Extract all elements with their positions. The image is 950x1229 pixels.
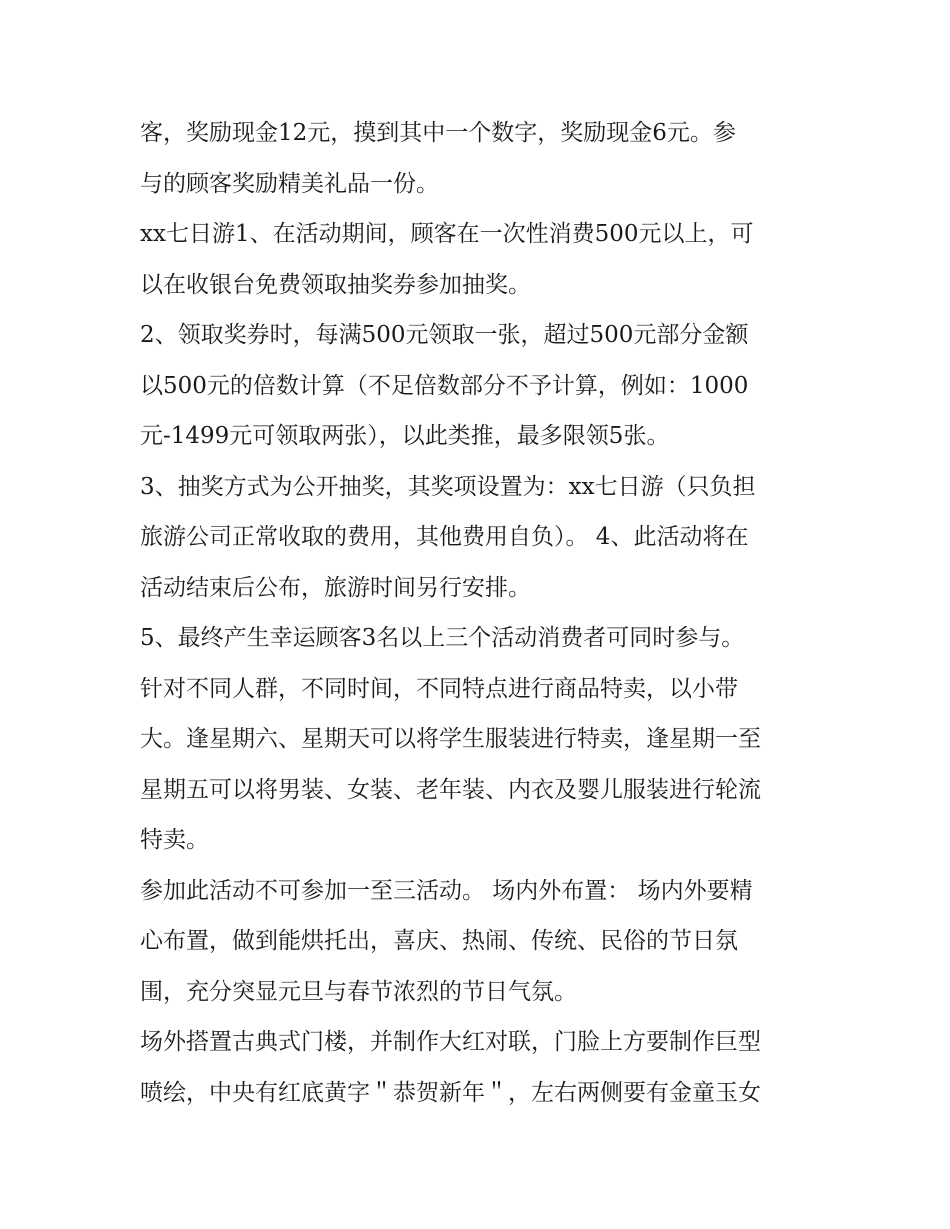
text-line: 5、最终产生幸运顾客3名以上三个活动消费者可同时参与。 <box>140 625 745 651</box>
text-line: 旅游公司正常收取的费用，其他费用自负）。 4、此活动将在 <box>140 524 749 550</box>
text-line: 元-1499元可领取两张），以此类推，最多限领5张。 <box>140 423 670 449</box>
text-line: 大。逢星期六、星期天可以将学生服装进行特卖，逢星期一至 <box>140 726 761 752</box>
text-line: 场外搭置古典式门楼，并制作大红对联，门脸上方要制作巨型 <box>140 1029 761 1055</box>
text-line: 以500元的倍数计算（不足倍数部分不予计算，例如：1000 <box>140 372 749 399</box>
text-line: 活动结束后公布，旅游时间另行安排。 <box>140 574 531 601</box>
text-line: 特卖。 <box>140 827 209 853</box>
text-line: 客，奖励现金12元，摸到其中一个数字，奖励现金6元。参 <box>140 120 736 146</box>
document-body <box>140 108 820 1118</box>
text-line: xx七日游1、在活动期间，顾客在一次性消费500元以上，可 <box>140 221 754 247</box>
text-line: 与的顾客奖励精美礼品一份。 <box>140 170 439 197</box>
text-line: 心布置，做到能烘托出，喜庆、热闹、传统、民俗的节日氛 <box>140 928 738 954</box>
text-line: 针对不同人群，不同时间，不同特点进行商品特卖，以小带 <box>140 675 738 702</box>
text-line: 3、抽奖方式为公开抽奖，其奖项设置为：xx七日游（只负担 <box>140 473 756 500</box>
text-line: 以在收银台免费领取抽奖券参加抽奖。 <box>140 271 531 298</box>
text-line: 参加此活动不可参加一至三活动。 场内外布置： 场内外要精 <box>140 877 753 904</box>
text-line: 星期五可以将男装、女装、老年装、内衣及婴儿服装进行轮流 <box>140 776 761 803</box>
text-line: 喷绘，中央有红底黄字＂恭贺新年＂，左右两侧要有金童玉女 <box>140 1079 761 1106</box>
text-line: 围，充分突显元旦与春节浓烈的节日气氛。 <box>140 978 577 1005</box>
text-line: 2、领取奖券时，每满500元领取一张，超过500元部分金额 <box>140 322 749 348</box>
